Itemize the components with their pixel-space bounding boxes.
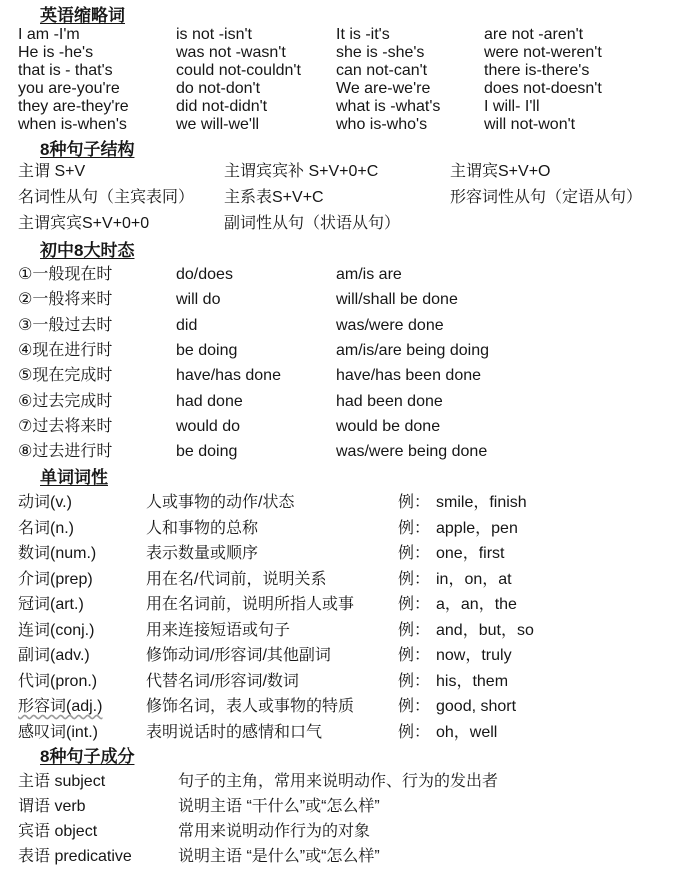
tense-passive-form: had been done — [336, 393, 443, 410]
example-label: 例： — [398, 494, 431, 511]
part-of-speech-name: 感叹词(int.) — [18, 724, 99, 741]
part-of-speech-example: oh，well — [436, 724, 498, 741]
abbreviation-item: she is -she's — [336, 44, 425, 61]
tense-passive-form: would be done — [336, 418, 441, 435]
sentence-structure-item: 主谓宾宾S+V+0+0 — [18, 215, 150, 232]
tense-active-form: be doing — [176, 342, 238, 359]
tense-passive-form: am/is are — [336, 266, 402, 283]
example-label: 例： — [398, 520, 431, 537]
part-of-speech-example: his，them — [436, 673, 509, 690]
example-label: 例： — [398, 571, 431, 588]
part-of-speech-description: 人或事物的动作/状态 — [146, 494, 295, 511]
abbreviations-heading: 英语缩略词 — [40, 6, 125, 25]
abbreviation-item: I am -I'm — [18, 26, 80, 43]
part-of-speech-name: 动词(v.) — [18, 494, 72, 511]
abbreviation-item: He is -he's — [18, 44, 94, 61]
example-label: 例： — [398, 647, 431, 664]
sentence-component-name: 宾语 object — [18, 823, 98, 840]
part-of-speech-example: in，on，at — [436, 571, 512, 588]
part-of-speech-name: 代词(pron.) — [18, 673, 98, 690]
part-of-speech-name: 连词(conj.) — [18, 622, 95, 639]
part-of-speech-name: 名词(n.) — [18, 520, 75, 537]
sentence-structures-heading: 8种句子结构 — [40, 140, 135, 159]
part-of-speech-name: 数词(num.) — [18, 545, 97, 562]
part-of-speech-name: 介词(prep) — [18, 571, 93, 588]
example-label: 例： — [398, 596, 431, 613]
abbreviation-item: It is -it's — [336, 26, 390, 43]
example-label: 例： — [398, 673, 431, 690]
abbreviation-item: was not -wasn't — [176, 44, 286, 61]
abbreviation-item: could not-couldn't — [176, 62, 301, 79]
tense-active-form: have/has done — [176, 367, 281, 384]
abbreviation-item: did not-didn't — [176, 98, 268, 115]
part-of-speech-example: a，an，the — [436, 596, 517, 613]
abbreviation-item: is not -isn't — [176, 26, 252, 43]
parts-of-speech-heading: 单词词性 — [40, 468, 108, 487]
abbreviation-item: we will-we'll — [176, 116, 260, 133]
sentence-component-name: 表语 predicative — [18, 848, 132, 865]
tense-name: ⑧过去进行时 — [18, 443, 113, 460]
abbreviation-item: will not-won't — [484, 116, 576, 133]
tense-passive-form: was/were being done — [336, 443, 488, 460]
tense-passive-form: have/has been done — [336, 367, 482, 384]
part-of-speech-description: 修饰动词/形容词/其他副词 — [146, 647, 331, 664]
sentence-structure-item: 主谓宾S+V+O — [450, 163, 551, 180]
abbreviation-item: does not-doesn't — [484, 80, 602, 97]
tense-name: ⑦过去将来时 — [18, 418, 113, 435]
example-label: 例： — [398, 622, 431, 639]
abbreviation-item: there is-there's — [484, 62, 590, 79]
tense-active-form: do/does — [176, 266, 233, 283]
part-of-speech-name: 形容词(adj.) — [18, 698, 103, 715]
tense-name: ④现在进行时 — [18, 342, 113, 359]
tense-passive-form: am/is/are being doing — [336, 342, 489, 359]
part-of-speech-description: 用来连接短语或句子 — [146, 622, 291, 639]
sentence-structure-item: 副词性从句（状语从句） — [224, 215, 401, 232]
abbreviation-item: when is-when's — [18, 116, 127, 133]
tense-active-form: had done — [176, 393, 243, 410]
example-label: 例： — [398, 724, 431, 741]
sentence-structure-item: 主谓宾宾补 S+V+0+C — [224, 163, 379, 180]
abbreviation-item: I will- I'll — [484, 98, 540, 115]
example-label: 例： — [398, 545, 431, 562]
sentence-component-description: 说明主语 “是什么”或“怎么样” — [178, 848, 380, 865]
abbreviation-item: are not -aren't — [484, 26, 584, 43]
tense-active-form: will do — [176, 291, 221, 308]
example-label: 例： — [398, 698, 431, 715]
tense-passive-form: will/shall be done — [336, 291, 458, 308]
sentence-component-name: 主语 subject — [18, 773, 106, 790]
tense-active-form: be doing — [176, 443, 238, 460]
part-of-speech-description: 表示数量或顺序 — [146, 545, 259, 562]
abbreviation-item: you are-you're — [18, 80, 120, 97]
sentence-components-heading: 8种句子成分 — [40, 747, 135, 766]
part-of-speech-example: and，but，so — [436, 622, 534, 639]
part-of-speech-description: 代替名词/形容词/数词 — [146, 673, 299, 690]
tense-passive-form: was/were done — [336, 317, 444, 334]
part-of-speech-example: now，truly — [436, 647, 512, 664]
tense-name: ③一般过去时 — [18, 317, 113, 334]
tense-active-form: did — [176, 317, 198, 334]
tense-name: ⑤现在完成时 — [18, 367, 113, 384]
sentence-component-description: 说明主语 “干什么”或“怎么样” — [178, 798, 380, 815]
abbreviation-item: who is-who's — [336, 116, 428, 133]
part-of-speech-example: smile，finish — [436, 494, 527, 511]
abbreviation-item: can not-can't — [336, 62, 428, 79]
sentence-component-description: 常用来说明动作行为的对象 — [178, 823, 371, 840]
sentence-structure-item: 形容词性从句（定语从句） — [450, 189, 643, 206]
abbreviation-item: were not-weren't — [484, 44, 602, 61]
part-of-speech-name: 副词(adv.) — [18, 647, 90, 664]
tense-name: ②一般将来时 — [18, 291, 113, 308]
part-of-speech-description: 表明说话时的感情和口气 — [146, 724, 323, 741]
part-of-speech-description: 用在名/代词前，说明关系 — [146, 571, 327, 588]
abbreviation-item: do not-don't — [176, 80, 261, 97]
sentence-component-name: 谓语 verb — [18, 798, 86, 815]
sentence-structure-item: 名词性从句（主宾表同） — [18, 189, 195, 206]
sentence-component-description: 句子的主角，常用来说明动作、行为的发出者 — [178, 773, 499, 790]
tenses-heading: 初中8大时态 — [40, 241, 135, 260]
abbreviation-item: We are-we're — [336, 80, 431, 97]
part-of-speech-description: 修饰名词，表人或事物的特质 — [146, 698, 355, 715]
abbreviation-item: they are-they're — [18, 98, 129, 115]
part-of-speech-example: good, short — [436, 698, 517, 715]
sentence-structure-item: 主谓 S+V — [18, 163, 86, 180]
part-of-speech-example: apple，pen — [436, 520, 518, 537]
tense-active-form: would do — [176, 418, 241, 435]
abbreviation-item: that is - that's — [18, 62, 113, 79]
part-of-speech-example: one，first — [436, 545, 505, 562]
abbreviation-item: what is -what's — [336, 98, 441, 115]
tense-name: ⑥过去完成时 — [18, 393, 113, 410]
sentence-structure-item: 主系表S+V+C — [224, 189, 324, 206]
part-of-speech-name: 冠词(art.) — [18, 596, 84, 613]
part-of-speech-description: 人和事物的总称 — [146, 520, 259, 537]
tense-name: ①一般现在时 — [18, 266, 113, 283]
part-of-speech-description: 用在名词前，说明所指人或事 — [146, 596, 355, 613]
